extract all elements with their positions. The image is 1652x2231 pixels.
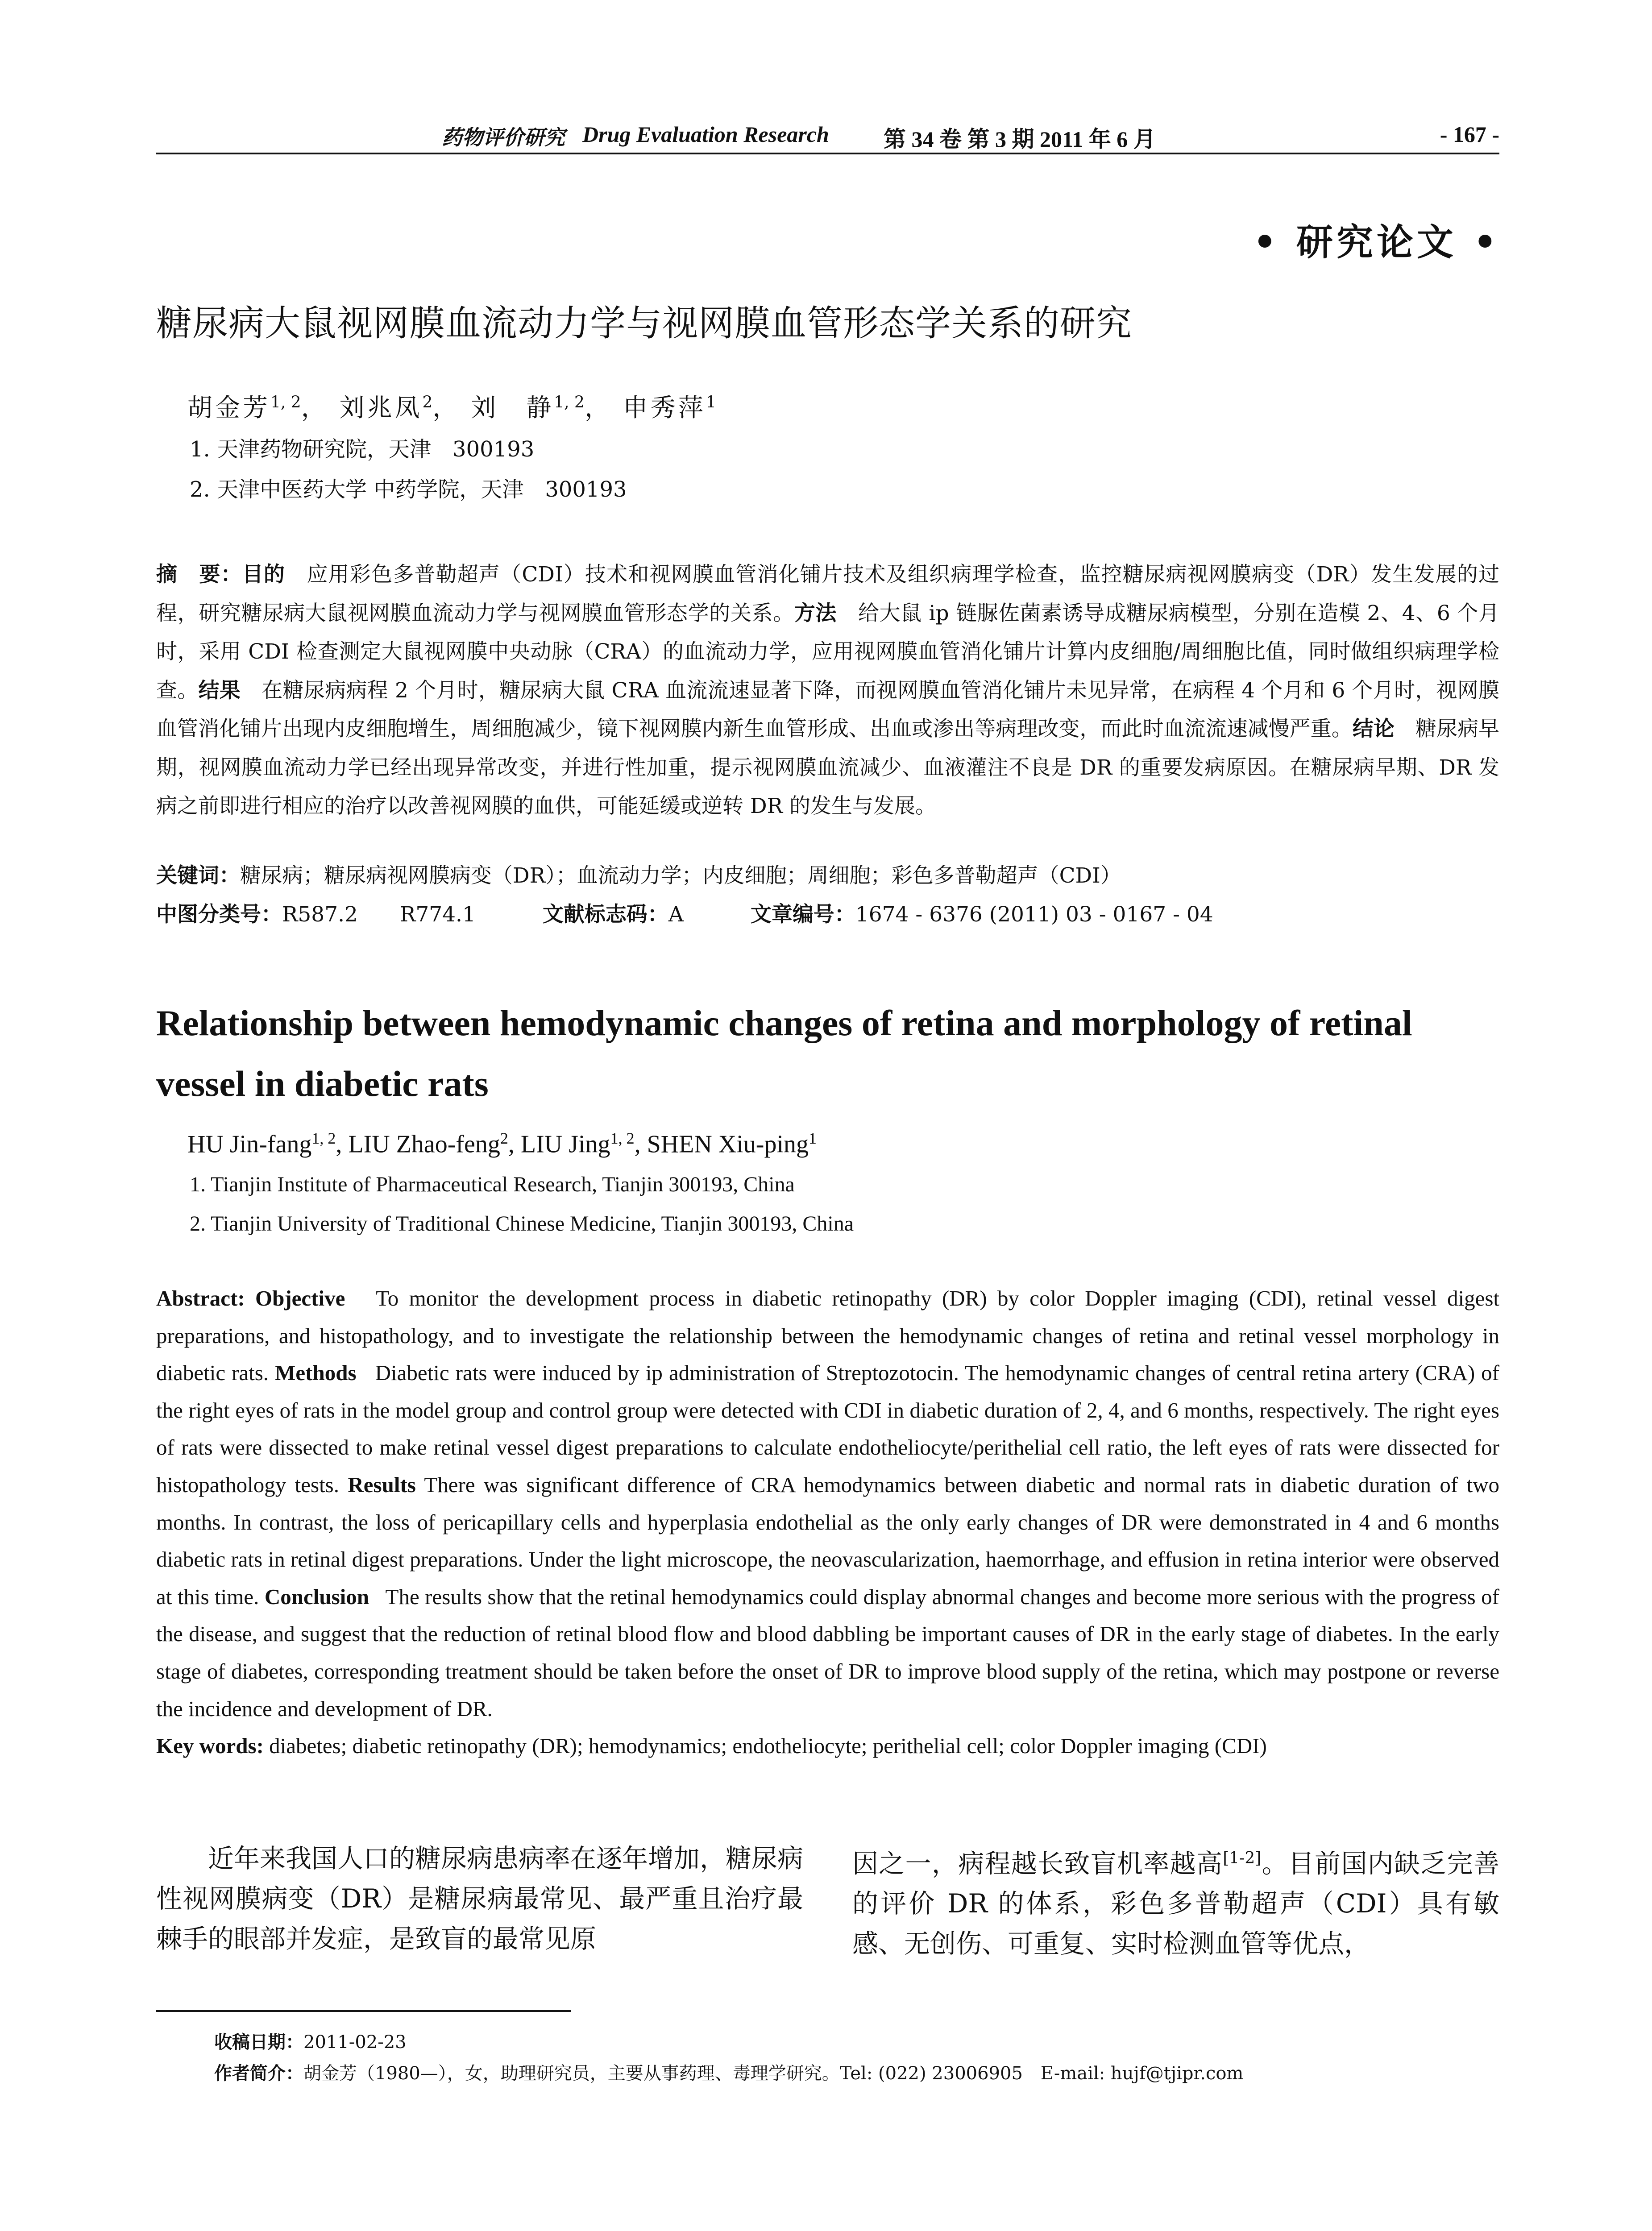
doc-code-label: 文献标志码： — [542, 902, 668, 927]
author-affil-sup: 2 — [500, 1129, 508, 1147]
methods-text: Diabetic rats were induced by ip administration of Streptozotocin. The hemodynamic changes of central retina artery (CRA) of the right eyes of rats in the model group and control group were detected with CDI in diabetic duration of 2, 4, and 6 months, respectively. The right eyes of rats were dissected to make retinal vessel digest preparations to calculate endotheliocyte/perithelial cell ratio, the left eyes of rats were dissected for histopathology tests. — [156, 1360, 1499, 1497]
author-affil-sup: 1, 2 — [610, 1129, 635, 1147]
author-name: 申秀萍 — [623, 394, 706, 423]
article-no-value: 1674 - 6376 (2011) 03 - 0167 - 04 — [855, 902, 1213, 927]
page-number: - 167 - — [1440, 122, 1499, 147]
english-authors: HU Jin-fang$^{1, 2}$, LIU Zhao-feng$^2$, LIU Jing$^{1, 2}$, SHEN Xiu-ping$^1$ — [187, 1129, 817, 1158]
author-affil-sup: 1, 2 — [270, 393, 301, 412]
author-name: 刘 静 — [471, 394, 554, 423]
methods-label: Methods — [275, 1360, 357, 1385]
body-text: 。目前国内缺乏完善的评价 DR 的体系，彩色多普勒超声（CDI）具有敏感、无创伤、可重复、实时检测血管等优点， — [852, 1848, 1499, 1959]
chinese-abstract — [156, 556, 1499, 826]
author-affil-sup: 1 — [706, 393, 716, 412]
english-affiliation-2: 2. Tianjin University of Traditional Chinese Medicine, Tianjin 300193, China — [190, 1212, 854, 1236]
body-columns — [156, 1838, 1499, 1959]
author-affil-sup: 1, 2 — [311, 1129, 336, 1147]
methods-text: 给大鼠 ip 链脲佐菌素诱导成糖尿病模型，分别在造模 2、4、6 个月时，采用 CDI 检查测定大鼠视网膜中央动脉（CRA）的血流动力学，应用视网膜血管消化铺片计算内皮细胞/周细胞比值，同时做组织病理学检查。 — [156, 601, 1500, 703]
results-label: 结果 — [198, 678, 241, 703]
author-affil-sup: 1 — [809, 1129, 817, 1147]
author-name: LIU Zhao-feng — [348, 1130, 500, 1158]
chinese-affiliation-1: 1. 天津药物研究院，天津 300193 — [190, 437, 535, 462]
article-no-label: 文章编号： — [750, 902, 855, 927]
conclusion-label: 结论 — [1352, 717, 1395, 741]
chinese-keywords — [156, 859, 1121, 889]
received-label: 收稿日期： — [214, 2032, 303, 2053]
keywords-label: Key words: — [156, 1733, 264, 1758]
author-name: 胡金芳 — [187, 394, 270, 423]
results-label: Results — [348, 1472, 416, 1497]
author-affil-sup: 2 — [422, 393, 433, 412]
body-left-column: 近年来我国人口的糖尿病患病率在逐年增加，糖尿病性视网膜病变（DR）是糖尿病最常见、最严重且治疗最棘手的眼部并发症，是致盲的最常见原 — [156, 1843, 804, 1954]
chinese-authors: 胡金芳$^{1, 2}$， 刘兆凤$^2$， 刘 静$^{1, 2}$， 申秀萍$^1$ — [187, 393, 716, 423]
english-affiliation-1: 1. Tianjin Institute of Pharmaceutical Research, Tianjin 300193, China — [190, 1173, 795, 1196]
author-name: SHEN Xiu-ping — [647, 1130, 809, 1158]
conclusion-text: 糖尿病早期，视网膜血流动力学已经出现异常改变，并进行性加重，提示视网膜血流减少、血液灌注不良是 DR 的重要发病原因。在糖尿病早期、DR 发病之前即进行相应的治疗以改善视网膜的血供，可能延缓或逆转 DR 的发生与发展。 — [156, 717, 1500, 818]
issue-info: 第 34 卷 第 3 期 2011 年 6 月 — [884, 127, 1156, 152]
objective-text: 应用彩色多普勒超声（CDI）技术和视网膜血管消化铺片技术及组织病理学检查，监控糖尿病视网膜病变（DR）发生发展的过程，研究糖尿病大鼠视网膜血流动力学与视网膜血管形态学的关系。 — [156, 562, 1500, 626]
author-affil-sup: 1, 2 — [554, 393, 585, 412]
keywords-text: 糖尿病；糖尿病视网膜病变（DR）；血流动力学；内皮细胞；周细胞；彩色多普勒超声（CDI） — [240, 863, 1121, 888]
received-date — [214, 2028, 407, 2053]
chinese-title: 糖尿病大鼠视网膜血流动力学与视网膜血管形态学关系的研究 — [156, 303, 1132, 344]
author-bio-label: 作者简介： — [214, 2063, 303, 2084]
objective-text: To monitor the development process in diabetic retinopathy (DR) by color Doppler imaging (CDI), retinal vessel digest preparations, and histopathology, and to investigate the relationship between the hemodynamic changes of retina and retinal vessel morphology in diabetic rats. — [156, 1286, 1500, 1385]
doc-code-value: A — [668, 902, 684, 927]
author-name: HU Jin-fang — [187, 1130, 312, 1158]
journal-brand: 药物评价研究 — [442, 125, 565, 149]
citation-ref: [1-2] — [1223, 1849, 1262, 1867]
footnote-rule — [156, 2010, 571, 2012]
keywords-label: 关键词： — [156, 863, 240, 888]
methods-label: 方法 — [794, 601, 837, 626]
objective-label: 目的 — [242, 562, 286, 587]
received-value: 2011-02-23 — [303, 2032, 407, 2053]
clc-label: 中图分类号： — [156, 902, 282, 927]
clc-value: R587.2 R774.1 — [282, 902, 476, 927]
classification-line — [156, 898, 1213, 928]
section-label: • 研究论文 • — [1253, 221, 1500, 264]
keywords-text: diabetes; diabetic retinopathy (DR); hemodynamics; endotheliocyte; perithelial cell; color Doppler imaging (CDI) — [269, 1733, 1267, 1758]
running-header — [156, 121, 1499, 150]
author-bio — [214, 2059, 1243, 2085]
english-title: Relationship between hemodynamic changes of retina and morphology of retinal vessel in diabetic rats — [156, 1003, 1412, 1104]
results-text: There was significant difference of CRA hemodynamics between diabetic and normal rats in diabetic duration of two months. In contrast, the loss of pericapillary cells and hyperplasia endothelial as the only early changes of DR were demonstrated in 4 and 6 months diabetic rats in retinal digest preparations. Under the light microscope, the neovascularization, haemorrhage, and effusion in retina interior were observed at this time. — [156, 1472, 1500, 1609]
objective-label: Objective — [255, 1286, 345, 1310]
abstract-label: Abstract: — [156, 1286, 245, 1310]
conclusion-label: Conclusion — [264, 1584, 369, 1609]
abstract-label: 摘 要： — [156, 562, 242, 587]
journal-name: Drug Evaluation Research — [582, 122, 829, 147]
author-name: LIU Jing — [520, 1130, 610, 1158]
header-rule — [156, 153, 1499, 154]
english-abstract — [156, 1280, 1499, 1765]
author-name: 刘兆凤 — [339, 394, 423, 423]
body-text: 因之一，病程越长致盲机率越高 — [852, 1848, 1223, 1879]
body-right-column — [852, 1838, 1499, 1964]
author-bio-text: 胡金芳（1980—），女，助理研究员，主要从事药理、毒理学研究。Tel: (022) 23006905 E-mail: hujf@tjipr.com — [303, 2063, 1244, 2084]
chinese-affiliation-2: 2. 天津中医药大学 中药学院，天津 300193 — [190, 477, 627, 502]
results-text: 在糖尿病病程 2 个月时，糖尿病大鼠 CRA 血流流速显著下降，而视网膜血管消化铺片未见异常，在病程 4 个月和 6 个月时，视网膜血管消化铺片出现内皮细胞增生，周细胞减少，镜下视网膜内新生血管形成、出血或渗出等病理改变，而此时血流流速减慢严重。 — [156, 678, 1500, 741]
conclusion-text: The results show that the retinal hemodynamics could display abnormal changes and become more serious with the progress of the disease, and suggest that the reduction of retinal blood flow and blood dabbling be important causes of DR in the early stage of diabetes. In the early stage of diabetes, corresponding treatment should be taken before the onset of DR to improve blood supply of the retina, which may postpone or reverse the incidence and development of DR. — [156, 1584, 1500, 1721]
